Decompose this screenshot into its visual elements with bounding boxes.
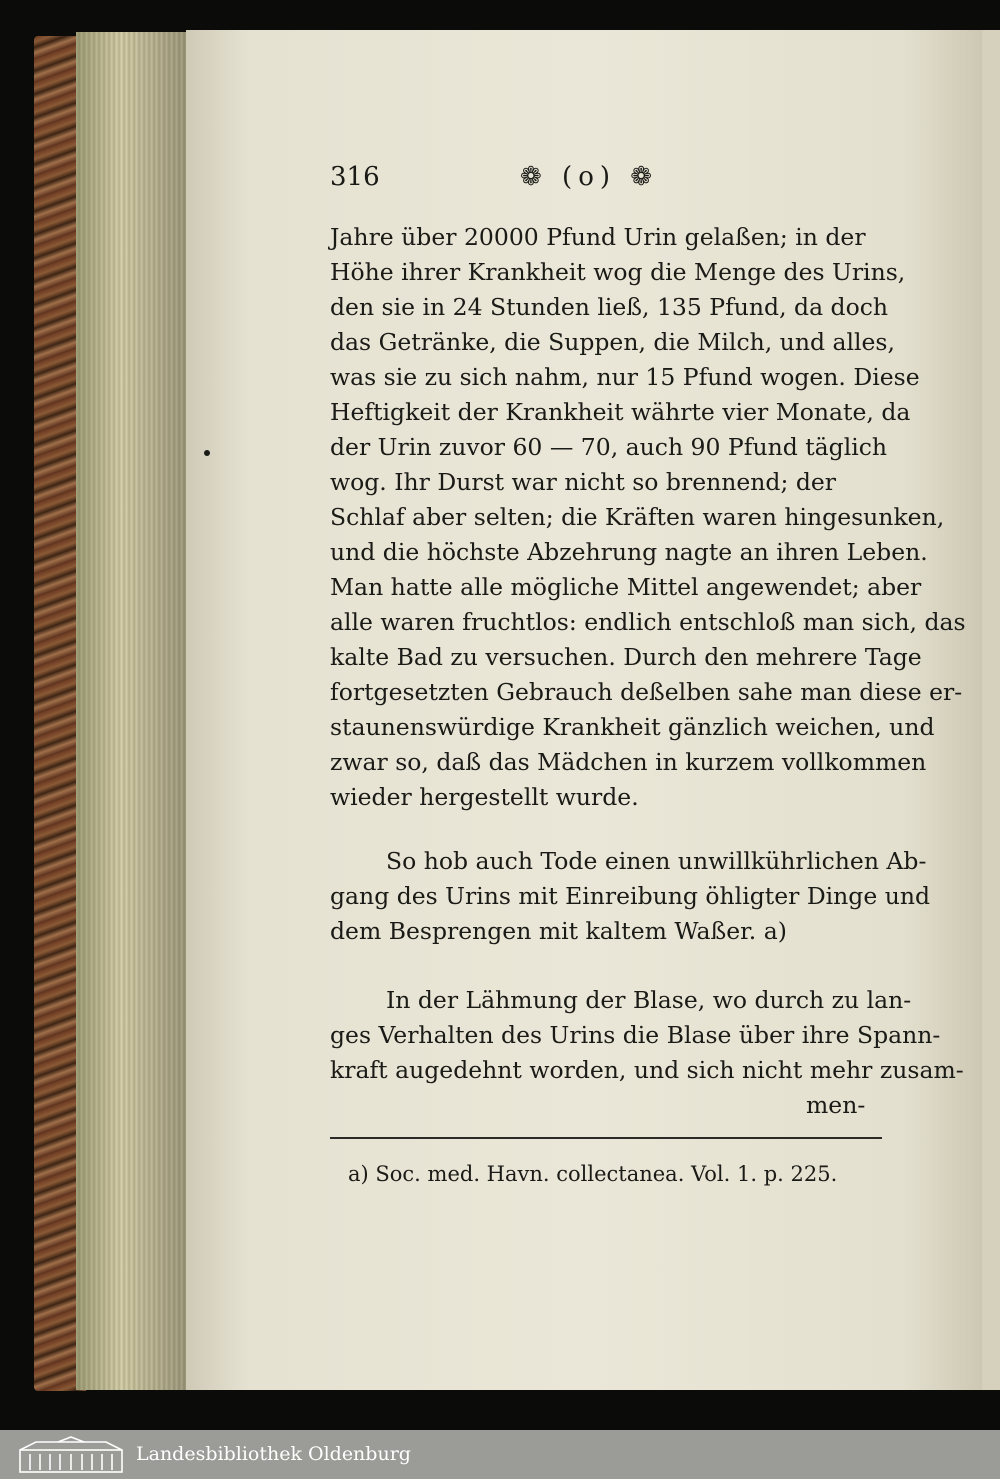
text-line-22: ges Verhalten des Urins die Blase über ihre Spann- bbox=[330, 1021, 941, 1049]
text-line-1: Jahre über 20000 Pfund Urin gelaßen; in der bbox=[330, 223, 866, 251]
text-line-19: gang des Urins mit Einreibung öhligter Dinge und bbox=[330, 882, 931, 910]
catchword: men- bbox=[806, 1091, 866, 1119]
text-line-6: Heftigkeit der Krankheit währte vier Monate, da bbox=[330, 398, 911, 426]
text-line-15: staunenswürdige Krankheit gänzlich weichen, und bbox=[330, 713, 935, 741]
text-line-16: zwar so, daß das Mädchen in kurzem vollkommen bbox=[330, 748, 927, 776]
footnote: a) Soc. med. Havn. collectanea. Vol. 1. p. 225. bbox=[348, 1162, 838, 1186]
library-name[interactable]: Landesbibliothek Oldenburg bbox=[136, 1443, 411, 1465]
text-line-8: wog. Ihr Durst war nicht so brennend; der bbox=[330, 468, 837, 496]
footnote-rule bbox=[330, 1137, 882, 1139]
text-line-11: Man hatte alle mögliche Mittel angewendet; aber bbox=[330, 573, 922, 601]
library-building-icon bbox=[16, 1436, 126, 1474]
text-line-18: So hob auch Tode einen unwillkührlichen Ab- bbox=[386, 847, 927, 875]
text-line-14: fortgesetzten Gebrauch deßelben sahe man diese er- bbox=[330, 678, 963, 706]
text-line-4: das Getränke, die Suppen, die Milch, und alles, bbox=[330, 328, 895, 356]
text-line-17: wieder hergestellt wurde. bbox=[330, 783, 639, 811]
page-number: 316 bbox=[330, 162, 380, 192]
text-line-20: dem Besprengen mit kaltem Waßer. a) bbox=[330, 917, 787, 945]
text-line-12: alle waren fruchtlos: endlich entschloß man sich, das bbox=[330, 608, 966, 636]
library-banner bbox=[0, 1430, 1000, 1479]
header-ornament: ❁ (o) ❁ bbox=[520, 162, 659, 192]
text-line-2: Höhe ihrer Krankheit wog die Menge des Urins, bbox=[330, 258, 906, 286]
text-line-9: Schlaf aber selten; die Kräften waren hingesunken, bbox=[330, 503, 945, 531]
text-line-5: was sie zu sich nahm, nur 15 Pfund wogen. Diese bbox=[330, 363, 920, 391]
text-line-23: kraft augedehnt worden, und sich nicht mehr zusam- bbox=[330, 1056, 964, 1084]
text-line-10: und die höchste Abzehrung nagte an ihren Leben. bbox=[330, 538, 928, 566]
text-line-7: der Urin zuvor 60 — 70, auch 90 Pfund täglich bbox=[330, 433, 888, 461]
running-header bbox=[330, 162, 710, 202]
text-line-13: kalte Bad zu versuchen. Durch den mehrere Tage bbox=[330, 643, 922, 671]
facing-page-edge bbox=[982, 30, 1000, 1390]
margin-mark bbox=[204, 450, 210, 456]
text-line-3: den sie in 24 Stunden ließ, 135 Pfund, da doch bbox=[330, 293, 889, 321]
text-line-21: In der Lähmung der Blase, wo durch zu lan- bbox=[386, 986, 912, 1014]
page-stack-edge bbox=[76, 32, 188, 1390]
